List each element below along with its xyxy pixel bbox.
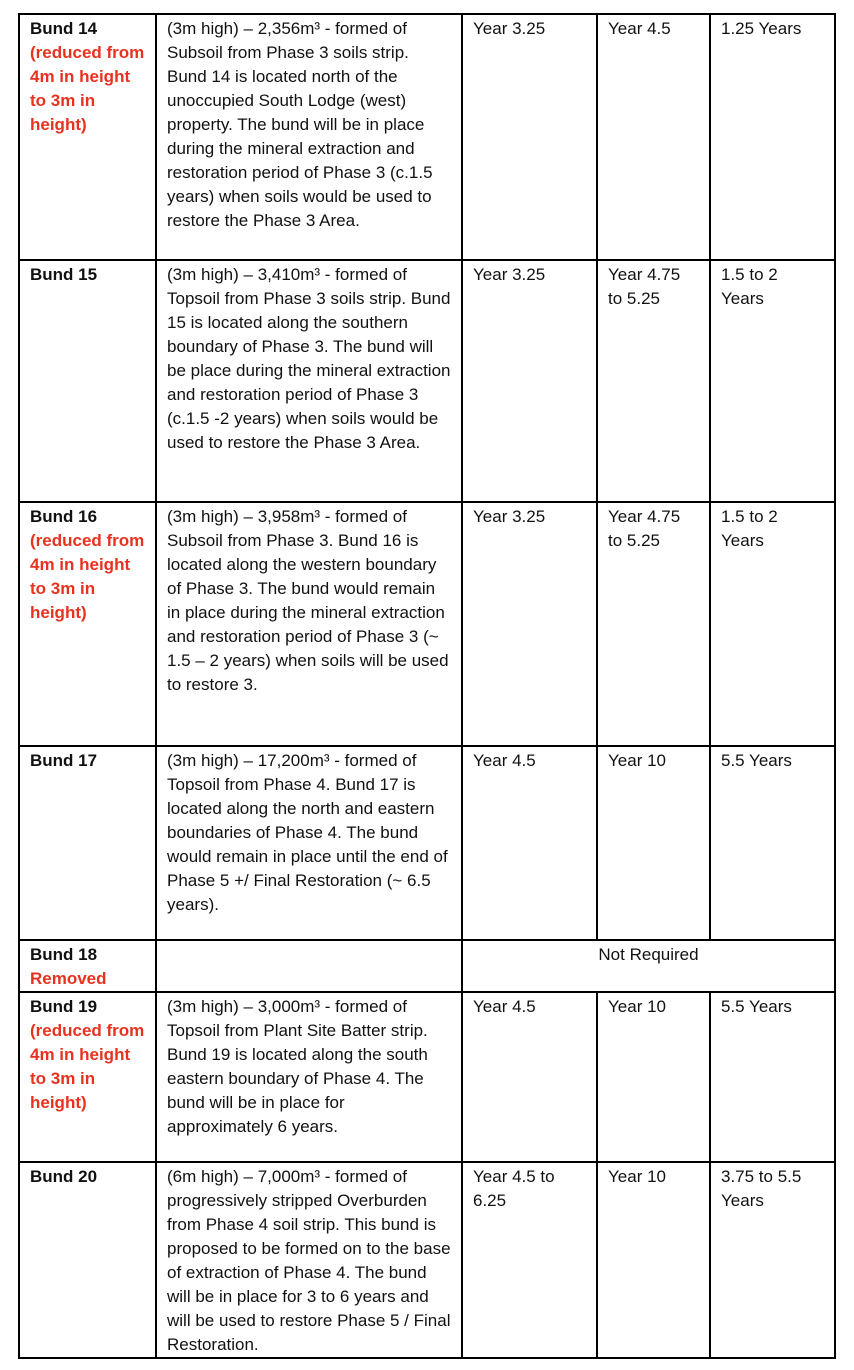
table-row — [19, 260, 835, 502]
bund-name: Bund 20 — [30, 1167, 98, 1186]
table-row — [19, 502, 835, 746]
bund-schedule-table — [18, 13, 836, 1359]
table-row — [19, 1162, 835, 1358]
bund-description — [156, 940, 462, 992]
bund-start: Year 4.5 — [462, 992, 597, 1162]
bund-duration: 1.5 to 2 Years — [710, 502, 835, 746]
bund-name-cell — [19, 992, 156, 1162]
bund-duration: 5.5 Years — [710, 746, 835, 940]
bund-description: (3m high) – 2,356m³ - formed of Subsoil from Phase 3 soils strip. Bund 14 is located north of the unoccupied South Lodge (west) property. The bund will be in place during the mineral extraction and restoration period of Phase 3 (c.1.5 years) when soils would be used to restore the Phase 3 Area. — [156, 14, 462, 260]
bund-duration: 5.5 Years — [710, 992, 835, 1162]
bund-end: Year 10 — [597, 1162, 710, 1358]
bund-status: Not Required — [462, 940, 835, 992]
table-row — [19, 746, 835, 940]
bund-duration: 1.5 to 2 Years — [710, 260, 835, 502]
bund-note: Removed — [30, 969, 107, 988]
bund-duration: 3.75 to 5.5 Years — [710, 1162, 835, 1358]
bund-name-cell — [19, 260, 156, 502]
bund-name: Bund 15 — [30, 265, 98, 284]
bund-description: (3m high) – 3,410m³ - formed of Topsoil from Phase 3 soils strip. Bund 15 is located along the southern boundary of Phase 3. The bund will be place during the mineral extraction and restoration period of Phase 3 (c.1.5 -2 years) when soils would be used to restore the Phase 3 Area. — [156, 260, 462, 502]
bund-start: Year 4.5 — [462, 746, 597, 940]
bund-name: Bund 17 — [30, 751, 98, 770]
bund-name-cell — [19, 746, 156, 940]
bund-name-cell — [19, 1162, 156, 1358]
bund-note: (reduced from 4m in height to 3m in height) — [30, 1021, 145, 1112]
bund-name: Bund 18 — [30, 945, 98, 964]
bund-end: Year 10 — [597, 992, 710, 1162]
bund-end: Year 4.75 to 5.25 — [597, 260, 710, 502]
bund-description: (3m high) – 3,958m³ - formed of Subsoil from Phase 3. Bund 16 is located along the western boundary of Phase 3. The bund would remain in place during the mineral extraction and restoration period of Phase 3 (~ 1.5 – 2 years) when soils will be used to restore 3. — [156, 502, 462, 746]
bund-start: Year 3.25 — [462, 14, 597, 260]
bund-name-cell — [19, 502, 156, 746]
bund-note: (reduced from 4m in height to 3m in height) — [30, 531, 145, 622]
bund-end: Year 4.75 to 5.25 — [597, 502, 710, 746]
bund-note: (reduced from 4m in height to 3m in height) — [30, 43, 145, 134]
bund-name: Bund 14 — [30, 19, 98, 38]
bund-description: (6m high) – 7,000m³ - formed of progressively stripped Overburden from Phase 4 soil strip. This bund is proposed to be formed on to the base of extraction of Phase 4. The bund will be in place for 3 to 6 years and will be used to restore Phase 5 / Final Restoration. — [156, 1162, 462, 1358]
bund-description: (3m high) – 17,200m³ - formed of Topsoil from Phase 4. Bund 17 is located along the north and eastern boundaries of Phase 4. The bund would remain in place until the end of Phase 5 +/ Final Restoration (~ 6.5 years). — [156, 746, 462, 940]
table-row — [19, 992, 835, 1162]
bund-start: Year 4.5 to 6.25 — [462, 1162, 597, 1358]
bund-end: Year 4.5 — [597, 14, 710, 260]
bund-start: Year 3.25 — [462, 260, 597, 502]
bund-name: Bund 19 — [30, 997, 98, 1016]
bund-name-cell — [19, 14, 156, 260]
bund-description: (3m high) – 3,000m³ - formed of Topsoil from Plant Site Batter strip. Bund 19 is located along the south eastern boundary of Phase 4. The bund will be in place for approximately 6 years. — [156, 992, 462, 1162]
bund-name: Bund 16 — [30, 507, 98, 526]
table-row — [19, 940, 835, 992]
bund-duration: 1.25 Years — [710, 14, 835, 260]
bund-end: Year 10 — [597, 746, 710, 940]
table-row — [19, 14, 835, 260]
bund-start: Year 3.25 — [462, 502, 597, 746]
bund-name-cell — [19, 940, 156, 992]
